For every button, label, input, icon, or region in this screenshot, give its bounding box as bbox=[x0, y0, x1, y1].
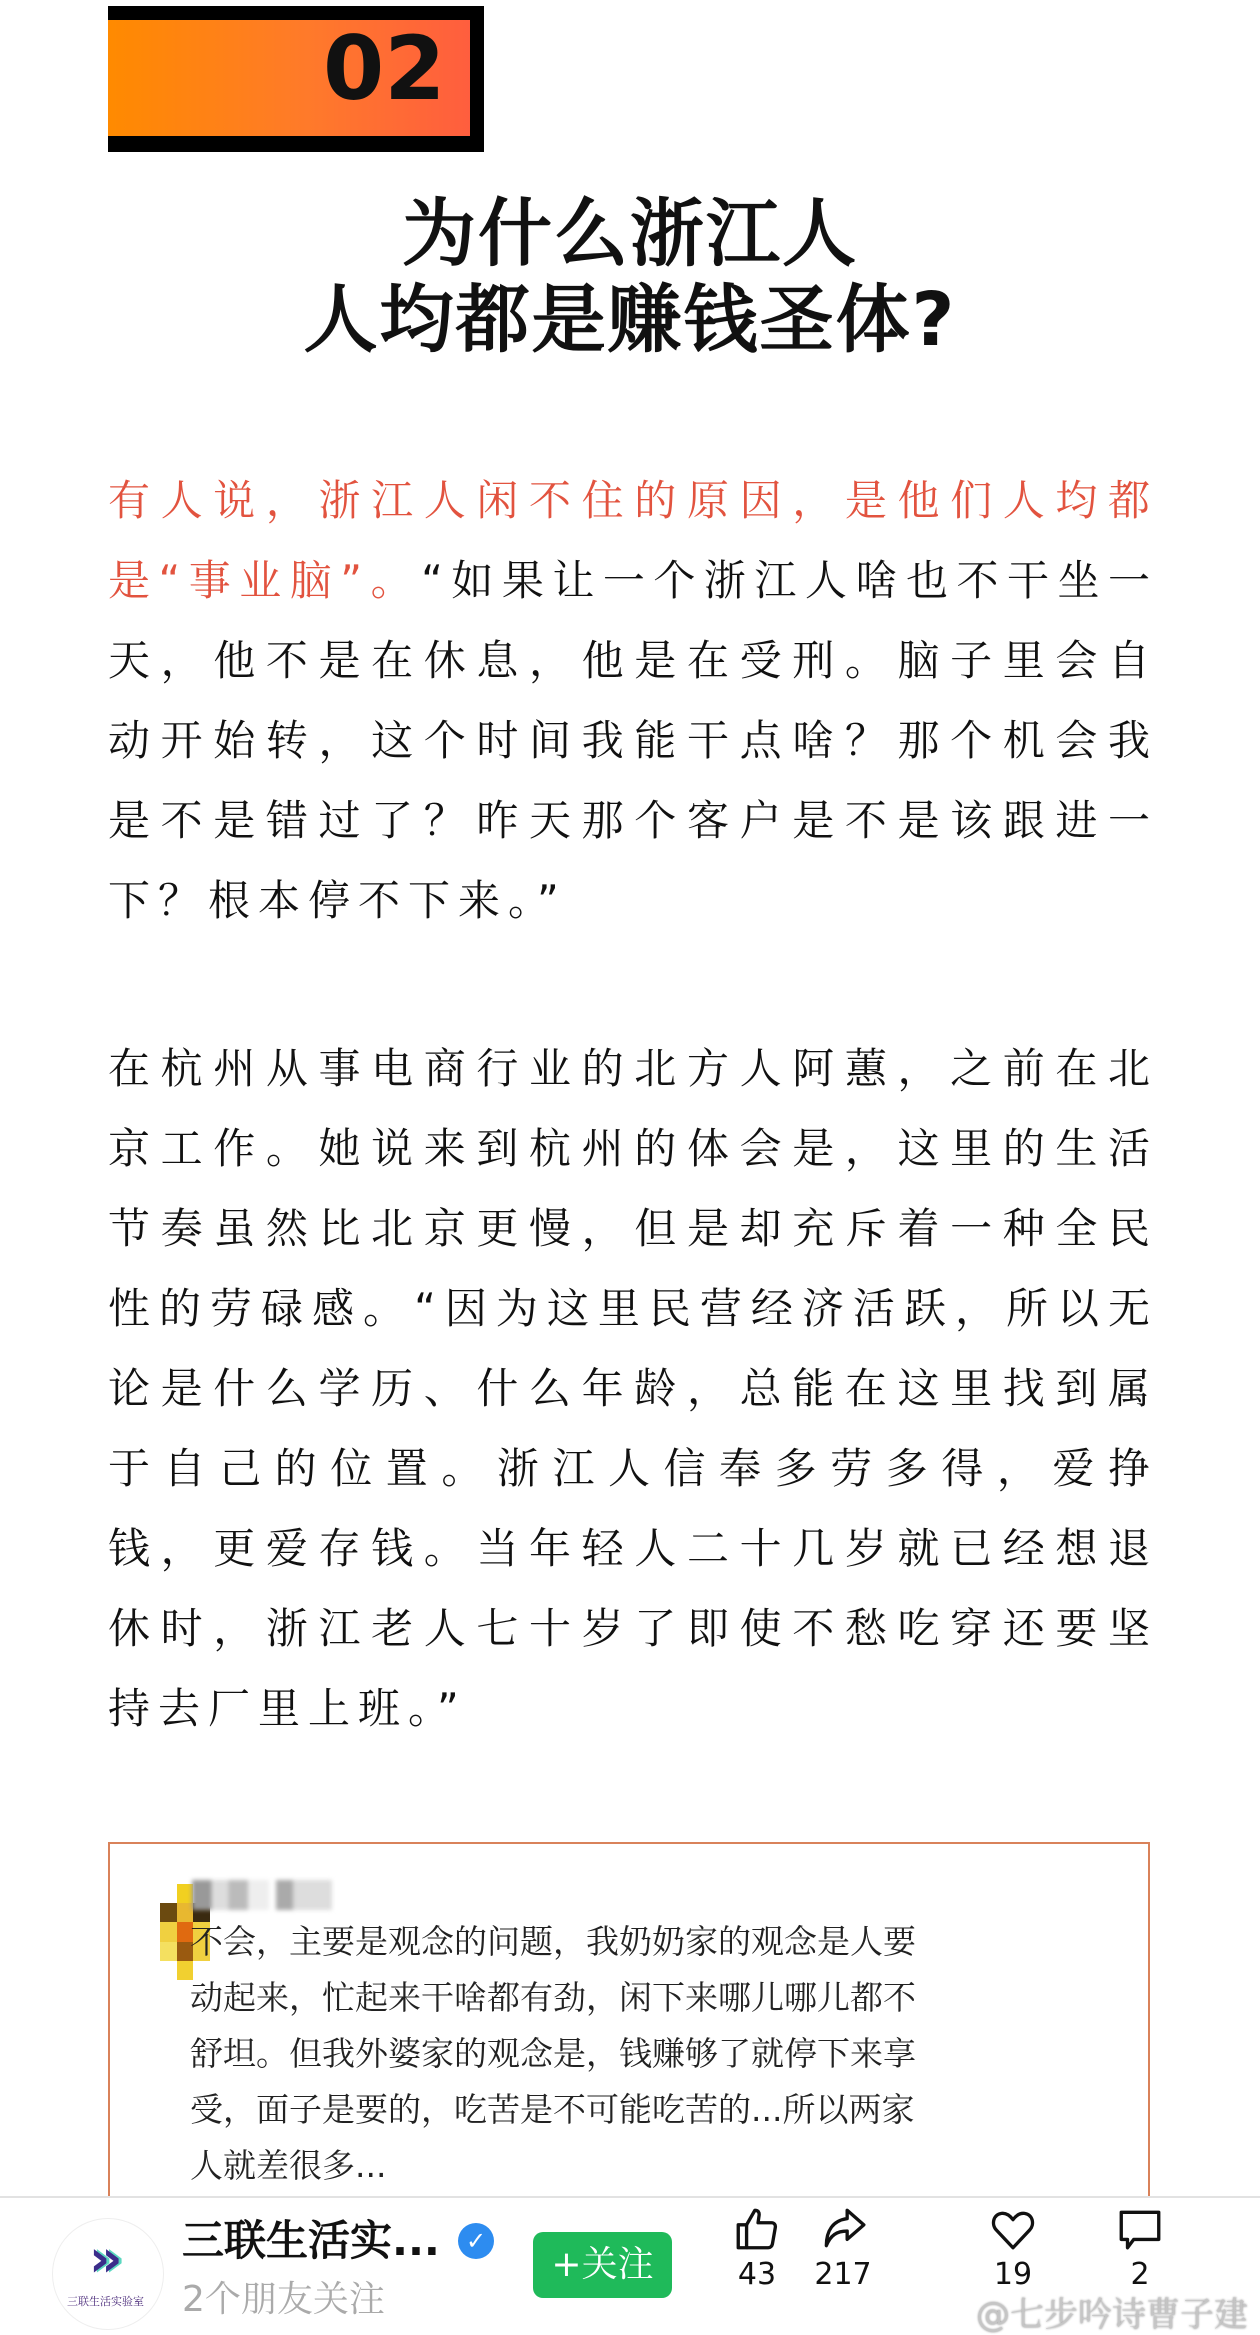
section-number-banner bbox=[108, 6, 484, 152]
weibo-watermark: @七步吟诗曹子建 bbox=[976, 2295, 1248, 2335]
paragraph-line: 是不是错过了？昨天那个客户是不是该跟进一 bbox=[108, 796, 1150, 845]
paragraph-line: 天，他不是在休息，他是在受刑。脑子里会自 bbox=[108, 636, 1150, 685]
bottom-action-bar bbox=[0, 2196, 1260, 2334]
quote-highlight: 是“事业脑”。 bbox=[108, 556, 422, 605]
share-count: 217 bbox=[814, 2257, 872, 2292]
headline-line-2: 人均都是赚钱圣体? bbox=[303, 277, 957, 363]
share-button[interactable] bbox=[808, 2204, 878, 2292]
follow-button[interactable]: +关注 bbox=[533, 2232, 672, 2298]
account-logo-text: 三联生活实验室 bbox=[67, 2295, 144, 2308]
share-arrow-icon bbox=[818, 2204, 868, 2254]
account-avatar[interactable] bbox=[52, 2218, 164, 2330]
paragraph-line: 钱，更爱存钱。当年轻人二十几岁就已经想退 bbox=[108, 1524, 1150, 1573]
paragraph-line: 于自己的位置。浙江人信奉多劳多得，爱挣 bbox=[108, 1444, 1150, 1493]
like-count: 43 bbox=[737, 2257, 777, 2292]
account-name[interactable]: 三联生活实... bbox=[182, 2216, 440, 2265]
heart-icon bbox=[988, 2204, 1038, 2254]
quote-highlight: 有人说，浙江人闲不住的原因，是他们人均都 bbox=[108, 476, 1150, 525]
paragraph-line: 在杭州从事电商行业的北方人阿蕙，之前在北 bbox=[108, 1044, 1150, 1093]
paragraph-line: 持去厂里上班。” bbox=[108, 1684, 467, 1733]
like-button[interactable] bbox=[722, 2204, 792, 2292]
paragraph-text: “如果让一个浙江人啥也不干坐一 bbox=[421, 556, 1150, 605]
comment-bubble-icon bbox=[1115, 2204, 1165, 2254]
thumbs-up-icon bbox=[732, 2204, 782, 2254]
comment-line: 动起来，忙起来干啥都有劲，闲下来哪儿哪儿都不 bbox=[190, 1978, 916, 2017]
comment-line: 人就差很多... bbox=[190, 2146, 387, 2185]
headline-line-1: 为什么浙江人 bbox=[402, 191, 858, 277]
paragraph-line: 京工作。她说来到杭州的体会是，这里的生活 bbox=[108, 1124, 1150, 1173]
paragraph-1 bbox=[108, 461, 1150, 941]
paragraph-line: 动开始转，这个时间我能干点啥？那个机会我 bbox=[108, 716, 1150, 765]
paragraph-line bbox=[108, 541, 1150, 621]
paragraph-line: 下？根本停不下来。” bbox=[108, 876, 567, 925]
favorite-count: 19 bbox=[993, 2257, 1033, 2292]
logo-chevron-icon: » bbox=[89, 2229, 123, 2289]
section-number: 02 bbox=[323, 17, 446, 120]
comment-button[interactable] bbox=[1105, 2204, 1175, 2292]
favorite-button[interactable] bbox=[978, 2204, 1048, 2292]
comment-screenshot bbox=[108, 1842, 1150, 2196]
paragraph-line: 节奏虽然比北京更慢，但是却充斥着一种全民 bbox=[108, 1204, 1150, 1253]
blurred-username bbox=[192, 1880, 332, 1910]
paragraph-line: 休时，浙江老人七十岁了即使不愁吃穿还要坚 bbox=[108, 1604, 1150, 1653]
paragraph-line: 性的劳碌感。“因为这里民营经济活跃，所以无 bbox=[108, 1284, 1150, 1333]
comment-line: 受，面子是要的，吃苦是不可能吃苦的...所以两家 bbox=[190, 2090, 915, 2129]
comment-text bbox=[190, 1914, 1080, 2194]
verified-badge-icon: ✓ bbox=[458, 2223, 494, 2259]
comment-line: 舒坦。但我外婆家的观念是，钱赚够了就停下来享 bbox=[190, 2034, 916, 2073]
comment-count: 2 bbox=[1130, 2257, 1150, 2292]
paragraph-line: 论是什么学历、什么年龄，总能在这里找到属 bbox=[108, 1364, 1150, 1413]
friends-following: 2个朋友关注 bbox=[182, 2279, 385, 2320]
comment-line: 不会，主要是观念的问题，我奶奶家的观念是人要 bbox=[190, 1922, 916, 1961]
paragraph-2 bbox=[108, 1029, 1150, 1749]
